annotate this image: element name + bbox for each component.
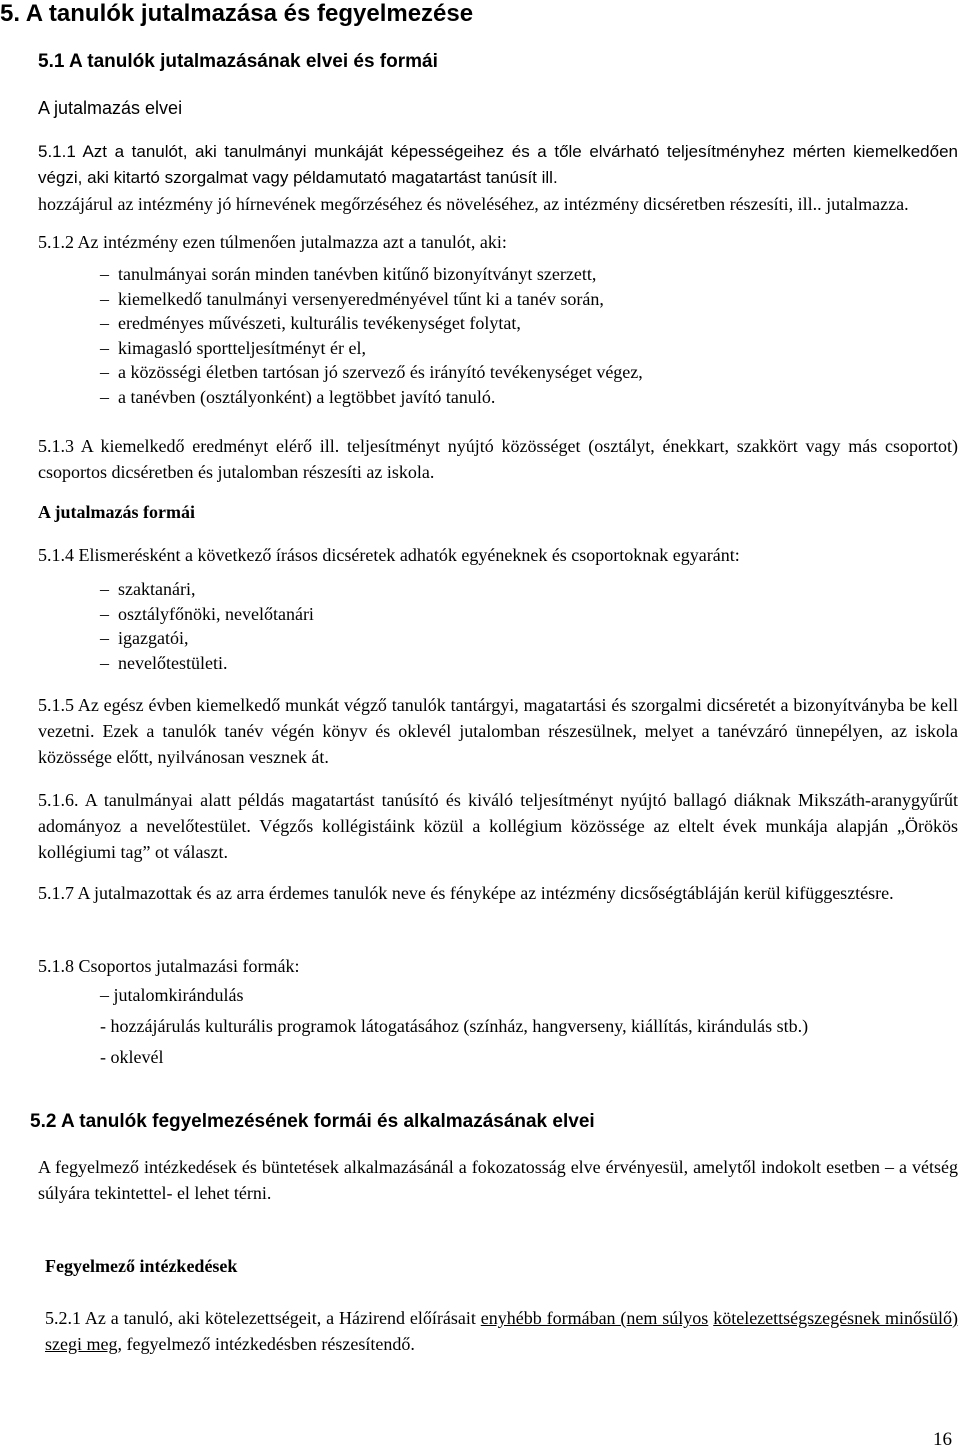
list-item: – eredményes művészeti, kulturális tevékenységet folytat, bbox=[100, 311, 643, 336]
paragraph-5-2-1-text: , fegyelmező intézkedésben részesítendő. bbox=[117, 1334, 415, 1354]
list-item: – szaktanári, bbox=[100, 577, 314, 602]
list-item: – nevelőtestületi. bbox=[100, 651, 314, 676]
section-5-heading: 5. A tanulók jutalmazása és fegyelmezése bbox=[0, 0, 474, 27]
rewards-forms-subheading: A jutalmazás formái bbox=[38, 502, 195, 522]
paragraph-5-1-1a: 5.1.1 Azt a tanulót, aki tanulmányi munkáját képességeihez és a tőle elvárható teljesítményhez mérten kiemelkedően végzi, aki kitartó szorgalmat vagy példamutató magatartást tanúsít ill. bbox=[38, 142, 958, 187]
list-item: – kimagasló sportteljesítményt ér el, bbox=[100, 336, 643, 361]
list-item: – kiemelkedő tanulmányi versenyeredményével tűnt ki a tanév során, bbox=[100, 287, 643, 312]
list-item: – a tanévben (osztályonként) a legtöbbet javító tanuló. bbox=[100, 385, 643, 410]
rewards-principles-subheading: A jutalmazás elvei bbox=[38, 98, 183, 118]
list-item: – jutalomkirándulás bbox=[100, 985, 244, 1005]
list-item: – a közösségi életben tartósan jó szervező és irányító tevékenységet végez, bbox=[100, 360, 643, 385]
paragraph-5-2-1-text: 5.2.1 Az a tanuló, aki kötelezettségeit, a Házirend előírásait bbox=[45, 1308, 481, 1328]
paragraph-5-2-1-underlined: kötelezettségszegésnek minősülő) szegi meg bbox=[45, 1308, 959, 1354]
paragraph-5-1-4: 5.1.4 Elismerésként a következő írásos dicséretek adhatók egyéneknek és csoportoknak egyaránt: bbox=[38, 545, 740, 565]
section-5-2-heading: 5.2 A tanulók fegyelmezésének formái és alkalmazásának elvei bbox=[30, 1111, 595, 1132]
paragraph-5-1-1b: hozzájárul az intézmény jó hírnevének megőrzéséhez és növeléséhez, az intézmény dicséretben részesíti, ill.. jutalmazza. bbox=[38, 194, 909, 214]
list-5-1-4 bbox=[100, 577, 314, 675]
section-5-1-heading: 5.1 A tanulók jutalmazásának elvei és formái bbox=[38, 51, 438, 72]
list-5-1-2 bbox=[100, 262, 643, 409]
disciplinary-measures-subheading: Fegyelmező intézkedések bbox=[45, 1256, 238, 1276]
list-item: – osztályfőnöki, nevelőtanári bbox=[100, 602, 314, 627]
paragraph-5-2-1 bbox=[45, 1305, 958, 1357]
list-item: – igazgatói, bbox=[100, 626, 314, 651]
list-item: - hozzájárulás kulturális programok látogatásához (színház, hangverseny, kiállítás, kirándulás stb.) bbox=[100, 1016, 809, 1036]
paragraph-5-1-5: 5.1.5 Az egész évben kiemelkedő munkát végző tanulók tantárgyi, magatartási és szorgalmi dicséretét a bizonyítványba be kell vezetni. Ezek a tanulók tanév végén könyv és oklevél jutalomban részesülnek, melyet a tanévzáró ünnepélyen, az iskola közössége előtt, nyilvánosan vesznek át. bbox=[38, 695, 958, 767]
list-item: – tanulmányai során minden tanévben kitűnő bizonyítványt szerzett, bbox=[100, 262, 643, 287]
paragraph-5-1-2: 5.1.2 Az intézmény ezen túlmenően jutalmazza azt a tanulót, aki: bbox=[38, 232, 507, 252]
paragraph-5-1-6: 5.1.6. A tanulmányai alatt példás magatartást tanúsító és kiváló teljesítményt nyújtó ballagó diáknak Mikszáth-aranygyűrűt adományoz a nevelőtestület. Végzős kollégistáink közül a kollégium közössége az eltelt évek munkája alapján „Örökös kollégiumi tag” ot választ. bbox=[38, 790, 958, 862]
paragraph-5-1-8: 5.1.8 Csoportos jutalmazási formák: bbox=[38, 956, 300, 976]
paragraph-5-2-1-underlined: enyhébb formában (nem súlyos bbox=[480, 1308, 709, 1328]
page-number: 16 bbox=[933, 1429, 952, 1450]
paragraph-5-1-7: 5.1.7 A jutalmazottak és az arra érdemes tanulók neve és fényképe az intézmény dicsőségtábláján kerül kifüggesztésre. bbox=[38, 883, 894, 903]
list-item: - oklevél bbox=[100, 1047, 164, 1067]
paragraph-5-1-3: 5.1.3 A kiemelkedő eredményt elérő ill. teljesítményt nyújtó közösséget (osztályt, énekkart, szakkört vagy más csoportot) csoportos dicséretben és jutalomban részesíti az iskola. bbox=[38, 436, 958, 482]
paragraph-5-2-intro: A fegyelmező intézkedések és büntetések alkalmazásánál a fokozatosság elve érvényesül, amelytől indokolt esetben – a vétség súlyára tekintettel- el lehet térni. bbox=[38, 1157, 958, 1203]
